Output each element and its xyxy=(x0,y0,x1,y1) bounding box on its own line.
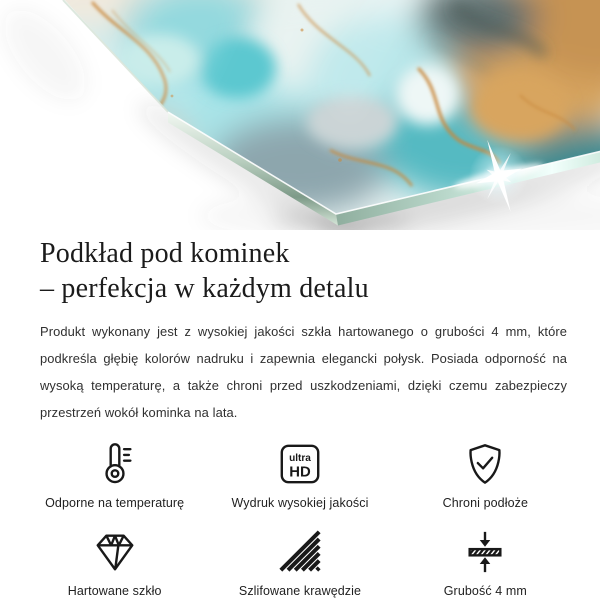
feature-high-quality-print xyxy=(207,440,392,510)
feature-thickness-4mm xyxy=(393,528,578,598)
ultra-hd-icon xyxy=(277,440,323,488)
feature-label: Odporne na temperaturę xyxy=(45,496,185,510)
product-description: Produkt wykonany jest z wysokiej jakości szkła hartowanego o grubości 4 mm, które podkreśla głębię kolorów nadruku i zapewnia elegancki połysk. Posiada odporność na wysoką temperaturę, a także chroni przed uszkodzeniami, dzięki czemu zabezpieczy przestrzeń wokół kominka na lata. xyxy=(40,324,567,420)
page-title-line2: – perfekcja w każdym detalu xyxy=(40,273,369,304)
feature-label: Hartowane szkło xyxy=(67,584,162,598)
svg-text:HD: HD xyxy=(289,464,311,481)
feature-protects-floor xyxy=(393,440,578,510)
polished-edges-icon xyxy=(277,528,323,576)
feature-polished-edges xyxy=(207,528,392,598)
product-image xyxy=(0,0,600,230)
shield-check-icon xyxy=(462,440,508,488)
feature-label: Szlifowane krawędzie xyxy=(238,584,362,598)
feature-label: Grubość 4 mm xyxy=(443,584,527,598)
diamond-icon xyxy=(92,528,138,576)
thermometer-icon xyxy=(92,440,138,488)
feature-label: Chroni podłoże xyxy=(442,496,529,510)
page-title-line1: Podkład pod kominek xyxy=(40,238,290,269)
thickness-icon xyxy=(462,528,508,576)
page-title xyxy=(40,236,560,306)
feature-label: Wydruk wysokiej jakości xyxy=(231,496,369,510)
feature-tempered-glass xyxy=(22,528,207,598)
svg-text:ultra: ultra xyxy=(289,453,311,465)
features-grid xyxy=(22,440,578,598)
glass-panel-art xyxy=(0,0,600,230)
feature-temperature-resistant xyxy=(22,440,207,510)
